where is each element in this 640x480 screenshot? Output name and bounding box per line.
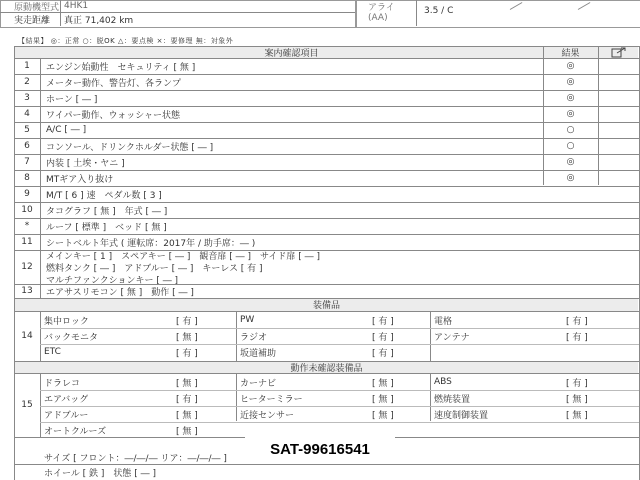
checklist-row-result (543, 186, 598, 202)
tire-size-line: サイズ [ フロント：―/―/― リア：―/―/― ] (44, 453, 227, 464)
equipment-item-name: 坂道補助 (240, 348, 277, 359)
unverified-item-name: 燃焼装置 (434, 394, 471, 405)
row-13-number: 13 (21, 286, 33, 296)
mileage-label: 実走距離 (14, 15, 51, 26)
model-value: 4HK1 (64, 1, 89, 11)
checklist-row-text: コンソール、ドリンクホルダー状態 [ ― ] (46, 142, 214, 153)
unverified-item-name: 近接センサー (240, 410, 295, 421)
unverified-number: 15 (21, 400, 33, 410)
top-right-box (355, 0, 640, 28)
equipment-item-name: 電格 (434, 316, 453, 327)
checklist-row-number: * (24, 221, 30, 231)
row-12-line1: メインキー [ 1 ] スペアキー [ ― ] 観音扉 [ ― ] サイド扉 [ ― ] (46, 252, 320, 262)
mileage-value: 真正 71,402 km (64, 15, 134, 26)
equipment-item-value: [ 有 ] (176, 348, 198, 359)
unverified-item-value: [ 無 ] (372, 378, 394, 389)
checklist-header-result: 結果 (561, 49, 580, 59)
checklist-header-title: 案内確認項目 (264, 49, 319, 59)
equipment-item-value: [ 有 ] (372, 348, 394, 359)
unverified-item-value: [ 無 ] (176, 410, 198, 421)
checklist-row-result: ○ (566, 125, 575, 135)
equipment-item-name: PW (240, 315, 255, 325)
checklist-row-number: 3 (24, 93, 30, 103)
unverified-item-name: ABS (434, 377, 452, 387)
checklist-row-result: ◎ (566, 93, 575, 103)
equipment-number: 14 (21, 331, 33, 341)
row-12-line2: 燃料タンク [ ― ] アドブルー [ ― ] キーレス [ 有 ] (46, 264, 263, 274)
checklist-row-result: ◎ (566, 173, 575, 183)
equipment-item-value: [ 有 ] (176, 316, 198, 327)
result-legend: 【結果】 ◎：正常 ○：脱OK △：要点検 ×：要修理 無：対象外 (18, 37, 234, 45)
checklist-row-number: 7 (24, 157, 30, 167)
unverified-item-value: [ 有 ] (566, 378, 588, 389)
unverified-item-name: オートクルーズ (44, 426, 107, 437)
checklist-row-text: ワイパー動作、ウォッシャー状態 (46, 110, 181, 121)
equipment-item-name: ETC (44, 347, 61, 357)
row-12-number: 12 (21, 262, 33, 272)
clipboard-icon (598, 46, 639, 59)
checklist-row-result: ◎ (566, 77, 575, 87)
checklist-row-text: A/C [ ― ] (46, 125, 87, 135)
equipment-item-value: [ 有 ] (566, 332, 588, 343)
checklist-row-number: 8 (24, 173, 30, 183)
checklist-row-text: 内装 [ 土埃・ヤニ ] (46, 158, 125, 169)
unverified-item-name: ヒーターミラー (240, 394, 303, 405)
checklist-row-text: ホーン [ ― ] (46, 94, 98, 105)
unverified-item-value: [ 無 ] (176, 378, 198, 389)
checklist-row-number: 10 (21, 205, 33, 215)
checklist-row-text: メーター動作、警告灯、各ランプ (46, 78, 182, 89)
equipment-item-value: [ 無 ] (176, 332, 198, 343)
unverified-item-name: カーナビ (240, 378, 277, 389)
grade-label: アライ (368, 2, 395, 12)
checklist-row-text: シートベルト年式 ( 運転席：2017年 / 助手席：― ) (46, 238, 256, 249)
unverified-item-value: [ 無 ] (566, 394, 588, 405)
checklist-row-result: ◎ (566, 61, 575, 71)
checklist-row-result (543, 234, 598, 250)
unverified-item-value: [ 無 ] (372, 410, 394, 421)
equipment-title: 装備品 (312, 301, 340, 311)
checklist-row-number: 2 (24, 77, 30, 87)
checklist-row-text: MTギア入り抜け (46, 174, 114, 185)
checklist-row-result: ◎ (566, 157, 575, 167)
unverified-title: 動作未確認装備品 (290, 363, 363, 373)
equipment-item-value: [ 有 ] (566, 316, 588, 327)
unverified-item-value: [ 無 ] (176, 426, 198, 437)
row-13-text: エアサスリモコン [ 無 ] 動作 [ ― ] (46, 287, 194, 298)
checklist-row-text: ルーフ [ 標準 ] ベッド [ 無 ] (46, 222, 167, 233)
checklist-row-number: 1 (24, 61, 30, 71)
grade-value: 3.5 / C (424, 6, 454, 16)
equipment-item-value: [ 有 ] (372, 332, 394, 343)
unverified-item-value: [ 無 ] (566, 410, 588, 421)
grade-label-aa: (AA) (368, 13, 388, 23)
checklist-row-text: エンジン始動性 セキュリティ [ 無 ] (46, 62, 196, 73)
checklist-row-number: 4 (24, 109, 30, 119)
unverified-item-name: アドブルー (44, 410, 89, 421)
unverified-item-name: 速度制御装置 (434, 410, 489, 421)
checklist-row-text: タコグラフ [ 無 ] 年式 [ ― ] (46, 206, 168, 217)
row-12-line3: マルチファンクションキー [ ― ] (46, 276, 179, 286)
equipment-item-name: 集中ロック (44, 316, 89, 327)
checklist-row-text: M/T [ 6 ] 速 ペダル数 [ 3 ] (46, 190, 162, 201)
checklist-row-number: 11 (21, 237, 33, 247)
checklist-row-result (543, 202, 598, 218)
unverified-item-value: [ 有 ] (176, 394, 198, 405)
sat-id-label: SAT-99616541 (245, 434, 395, 464)
wheel-line: ホイール [ 鉄 ] 状態 [ ― ] (44, 468, 157, 479)
equipment-item-value: [ 有 ] (372, 316, 394, 327)
unverified-item-value: [ 無 ] (372, 394, 394, 405)
unverified-item-name: ドラレコ (44, 378, 81, 389)
unverified-item-name: エアバッグ (44, 394, 89, 405)
checklist-row-number: 6 (24, 141, 30, 151)
checklist-row-number: 9 (24, 189, 30, 199)
equipment-item-name: バックモニタ (44, 332, 99, 343)
model-label: 原動機型式 (14, 2, 60, 12)
equipment-item-name: アンテナ (434, 332, 470, 343)
equipment-item-name: ラジオ (240, 332, 268, 343)
checklist-row-result: ○ (566, 141, 575, 151)
checklist-row-number: 5 (24, 125, 30, 135)
checklist-row-result: ◎ (566, 109, 575, 119)
checklist-row-result (543, 218, 598, 234)
